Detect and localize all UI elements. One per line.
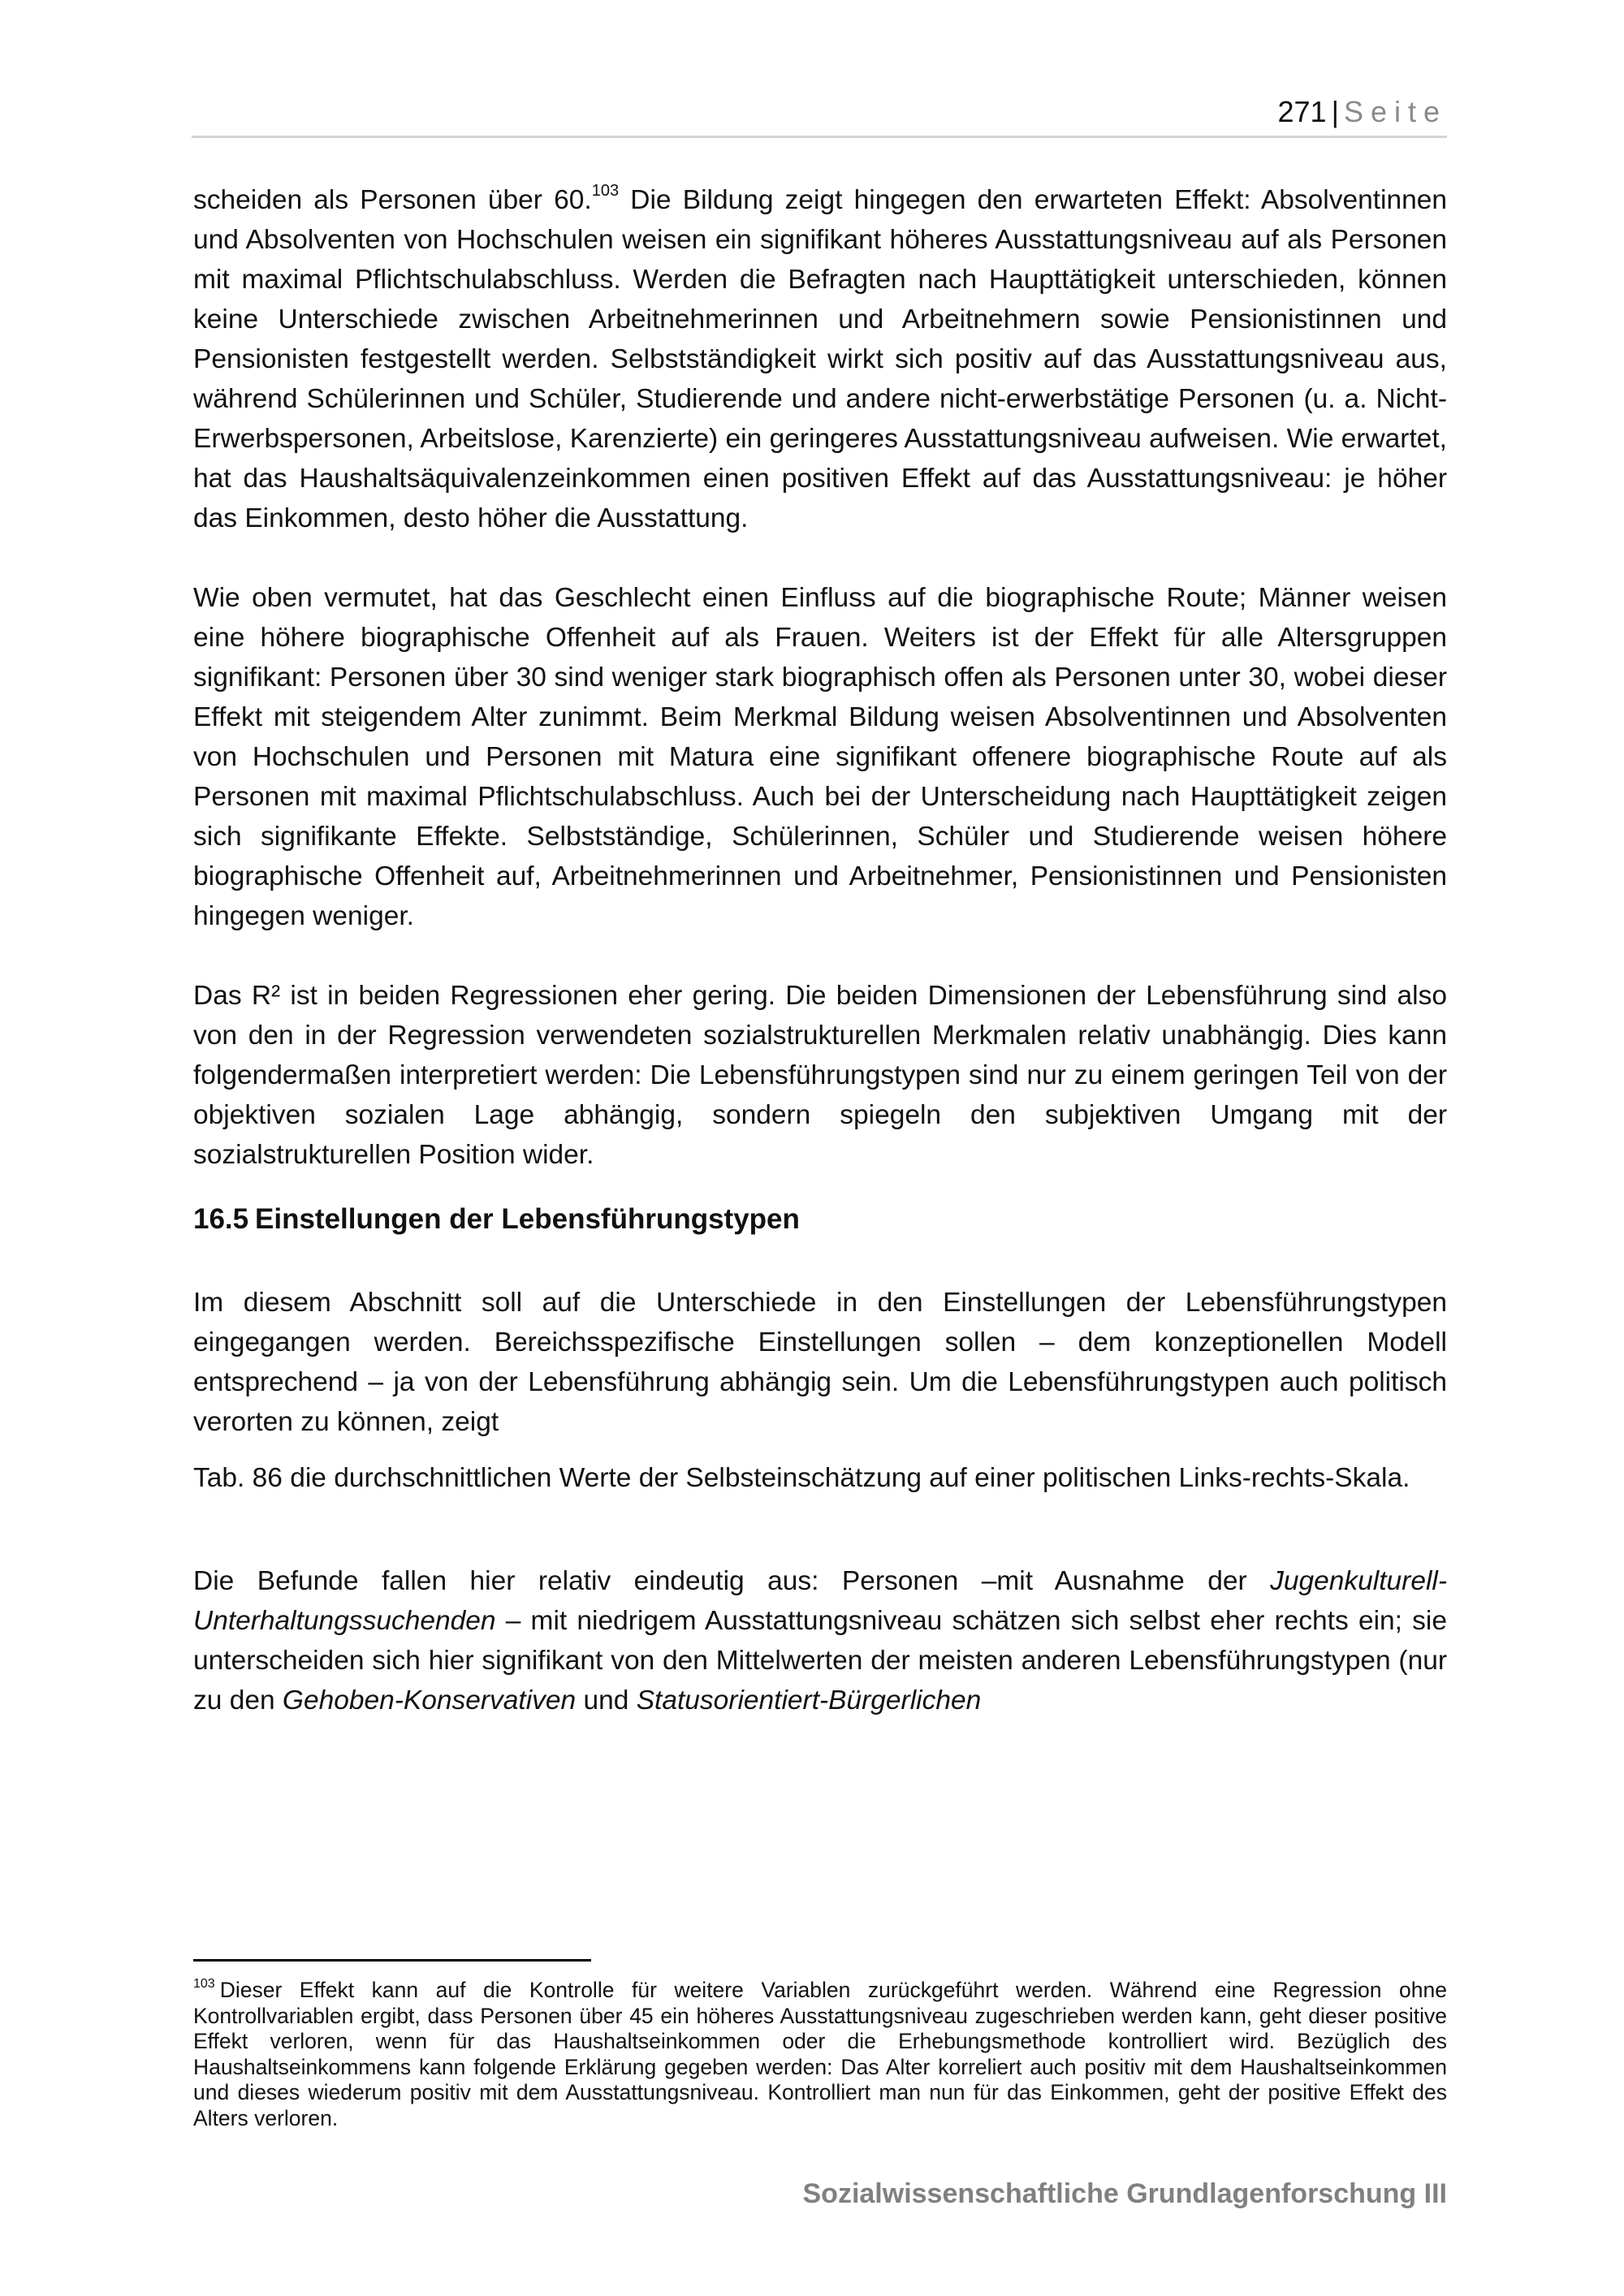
footnote-number: 103 xyxy=(193,1977,215,1991)
paragraph-section-intro: Im diesem Abschnitt soll auf die Unterschiede in den Einstellungen der Lebensführungstypen eingegangen werden. Bereichsspezifische Einstellungen sollen – dem konzeptionellen Modell entsprechend – ja von der Lebensführung abhängig sein. Um die Lebensführungstypen auch politisch verorten zu können, zeigt xyxy=(193,1288,1447,1437)
paragraph-spacer xyxy=(193,1239,1447,1283)
paragraph-text: – mit niedrigem Ausstattungsniveau schätzen sich selbst eher rechts ein; sie unterscheiden sich hier signifikant von den Mittelwerten der meisten anderen Lebensführungstypen (nur zu den xyxy=(193,1606,1447,1716)
footnote xyxy=(193,1978,1447,2131)
paragraph-text: Die Befunde fallen hier relativ eindeutig aus: Personen –mit Ausnahme der xyxy=(193,1566,1271,1596)
main-content xyxy=(193,180,1447,1720)
paragraph-r-squared: Das R² ist in beiden Regressionen eher gering. Die beiden Dimensionen der Lebensführung sind also von den in der Regression verwendeten sozialstrukturellen Merkmalen relativ unabhängig. Dies kann folgendermaßen interpretiert werden: Die Lebensführungstypen sind nur zu einem geringen Teil von der objektiven sozialen Lage abhängig, sondern spiegeln den subjektiven Umgang mit der sozialstrukturellen Position wider. xyxy=(193,981,1447,1170)
footnote-reference[interactable]: 103 xyxy=(591,182,620,200)
paragraph-continuation xyxy=(193,180,1447,538)
page-footer: Sozialwissenschaftliche Grundlagenforschung III xyxy=(802,2178,1447,2209)
paragraph-findings xyxy=(193,1561,1447,1720)
page-label: Seite xyxy=(1343,95,1447,128)
page-number-separator: | xyxy=(1331,95,1339,128)
paragraph-text: Die Bildung zeigt hingegen den erwarteten Effekt: Absolventinnen und Absolventen von Hochschulen weisen ein signifikant höheres Ausstattungsniveau auf als Personen mit maximal Pflichtschulabschluss. Werden die Befragten nach Haupttätigkeit unterschieden, können keine Unterschiede zwischen Arbeitnehmerinnen und Arbeitnehmern sowie Pensionistinnen und Pensionisten festgestellt werden. Selbstständigkeit wirkt sich positiv auf das Ausstattungsniveau aus, während Schülerinnen und Schüler, Studierende und andere nicht-erwerbstätige Personen (u. a. Nicht-Erwerbspersonen, Arbeitslose, Karenzierte) ein geringeres Ausstattungsniveau aufweisen. Wie erwartet, hat das Haushaltsäquivalenzeinkommen einen positiven Effekt auf das Ausstattungsniveau: je höher das Einkommen, desto höher die Ausstattung. xyxy=(193,185,1447,533)
paragraph-spacer xyxy=(193,1498,1447,1561)
paragraph-spacer xyxy=(193,1442,1447,1458)
footnote-text: Dieser Effekt kann auf die Kontrolle für weitere Variablen zurückgeführt werden. Während eine Regression ohne Kontrollvariablen ergibt, dass Personen über 45 ein höheres Ausstattungsniveau zugeschrieben werden kann, geht dieser positive Effekt verloren, wenn für das Haushaltseinkommen oder die Erhebungsmethode kontrolliert wird. Bezüglich des Haushaltseinkommens kann folgende Erklärung gegeben werden: Das Alter korreliert auch positiv mit dem Haushaltseinkommen und dieses wiederum positiv mit dem Ausstattungsniveau. Kontrolliert man nun für das Einkommen, geht der positive Effekt des Alters verloren. xyxy=(193,1978,1447,2130)
page-number: 271 xyxy=(1277,95,1327,128)
paragraph-text: scheiden als Personen über 60. xyxy=(193,185,592,215)
paragraph-spacer xyxy=(193,1175,1447,1199)
paragraph-spacer xyxy=(193,936,1447,976)
italic-term: Statusorientiert-Bürgerlichen xyxy=(636,1685,982,1716)
paragraph-text: und xyxy=(576,1685,637,1716)
footnote-divider xyxy=(193,1959,591,1962)
italic-term: Gehoben-Konservativen xyxy=(282,1685,577,1716)
italic-term: Jugenkulturell-Unterhaltungssuchenden xyxy=(193,1566,1447,1636)
paragraph-biographical-route: Wie oben vermutet, hat das Geschlecht einen Einfluss auf die biographische Route; Männer weisen eine höhere biographische Offenheit auf als Frauen. Weiters ist der Effekt für alle Altersgruppen signifikant: Personen über 30 sind weniger stark biographisch offen als Personen unter 30, wobei dieser Effekt mit steigendem Alter zunimmt. Beim Merkmal Bildung weisen Absolventinnen und Absolventen von Hochschulen und Personen mit Matura eine signifikant offenere biographische Route auf als Personen mit maximal Pflichtschulabschluss. Auch bei der Unterscheidung nach Haupttätigkeit zeigen sich signifikante Effekte. Selbstständige, Schülerinnen, Schüler und Studierende weisen höhere biographische Offenheit auf, Arbeitnehmerinnen und Arbeitnehmer, Pensionistinnen und Pensionisten hingegen weniger. xyxy=(193,583,1447,931)
paragraph-table-reference: Tab. 86 die durchschnittlichen Werte der Selbsteinschätzung auf einer politischen Links-rechts-Skala. xyxy=(193,1463,1410,1493)
footnotes xyxy=(193,1978,1447,2131)
section-heading xyxy=(193,1199,1447,1239)
paragraph-spacer xyxy=(193,538,1447,578)
section-number: 16.5 xyxy=(193,1203,249,1235)
section-title: Einstellungen der Lebensführungstypen xyxy=(255,1203,800,1235)
page-header xyxy=(192,91,1447,138)
